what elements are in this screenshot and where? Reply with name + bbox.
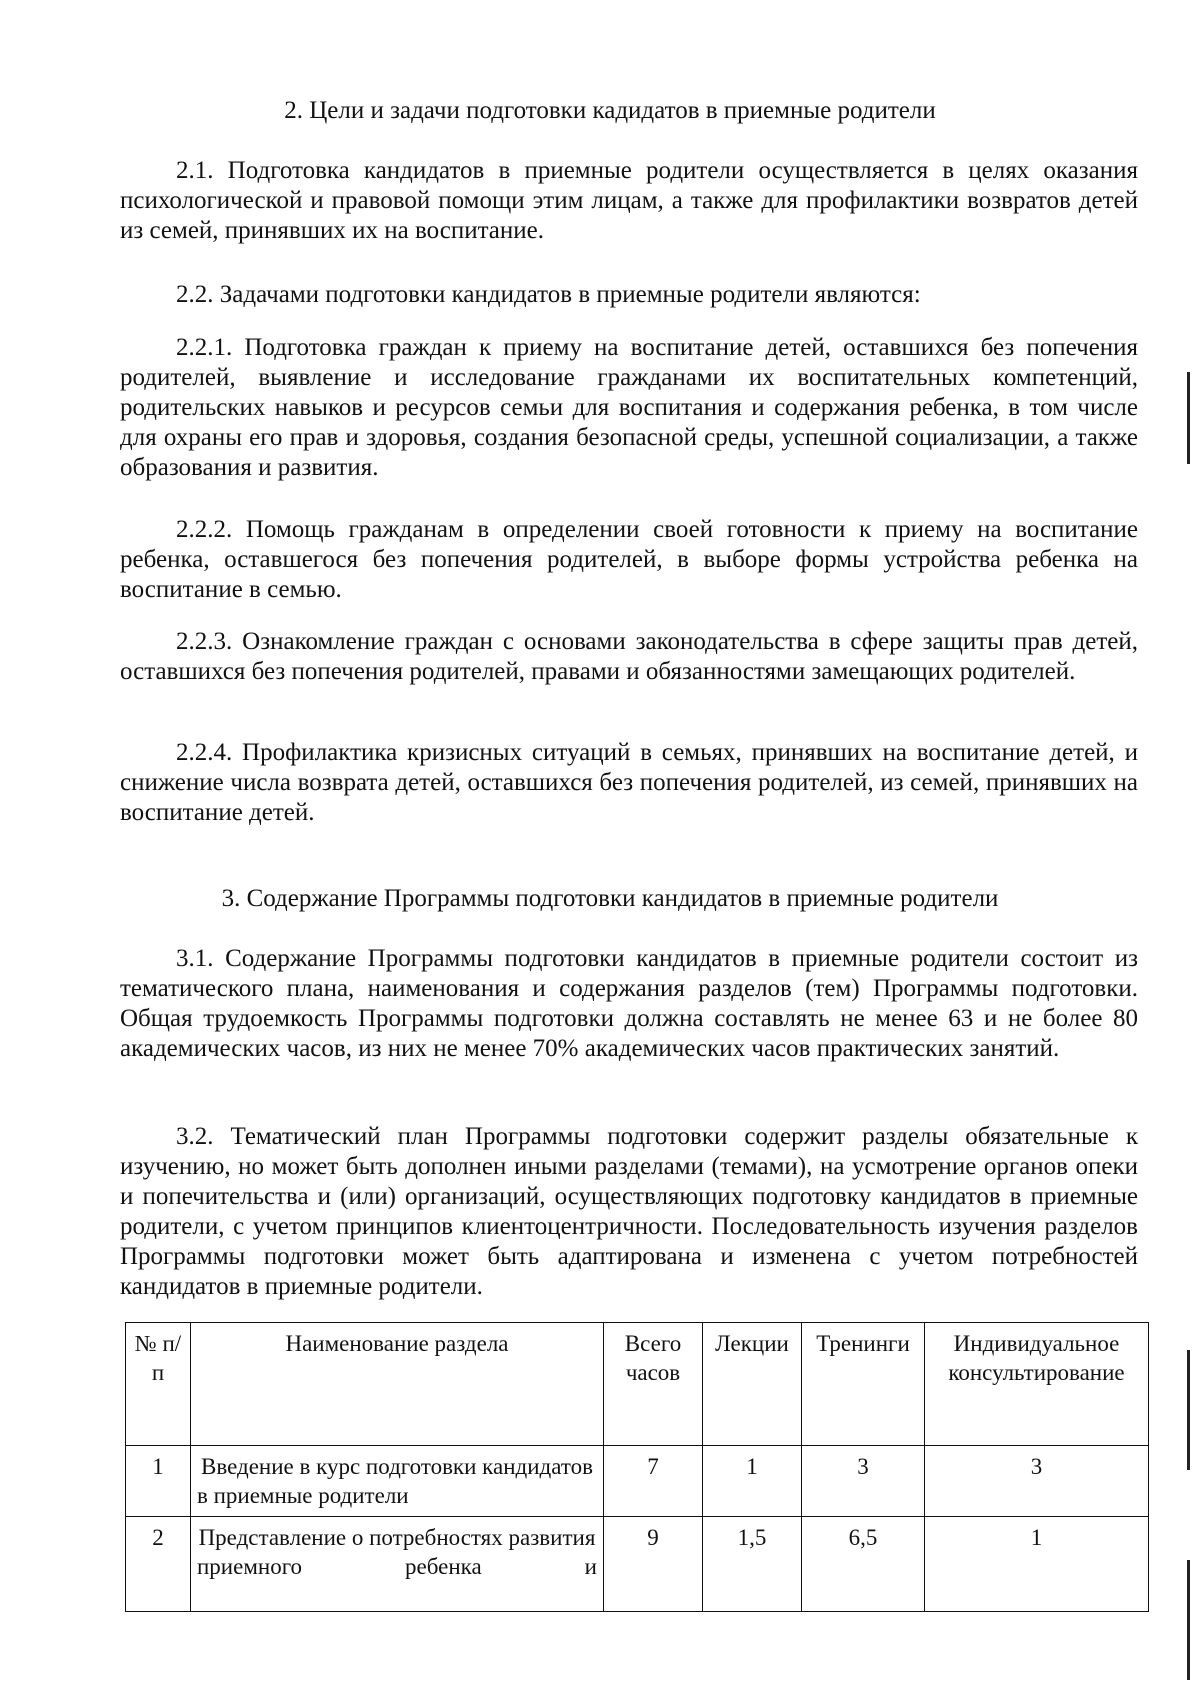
- paragraph-3-2: 3.2. Тематический план Программы подготовки содержит разделы обязательные к изучению, но может быть дополнен иными разделами (темами), на усмотрение органов опеки и попечительства и (или) организаций, осуществляющих подготовку кандидатов в приемные родители, с учетом принципов клиентоцентричности. Последовательность изучения разделов Программы подготовки может быть адаптирована и изменена с учетом потребностей кандидатов в приемные родители.: [120, 1123, 1138, 1300]
- row-trainings: 6,5: [802, 1517, 925, 1612]
- row-lectures: 1,5: [703, 1517, 802, 1612]
- paragraph-2-2-4: 2.2.4. Профилактика кризисных ситуаций в семьях, принявших на воспитание детей, и снижение числа возврата детей, оставшихся без попечения родителей, из семей, принявших на воспитание детей.: [120, 739, 1138, 826]
- header-num: № п/п: [126, 1323, 191, 1446]
- paragraph-2-2-3: 2.2.3. Ознакомление граждан с основами законодательства в сфере защиты прав детей, оставшихся без попечения родителей, правами и обязанностями замещающих родителей.: [120, 628, 1138, 685]
- table-row: [126, 1517, 1149, 1612]
- table-row: [126, 1446, 1149, 1517]
- header-lectures: Лекции: [703, 1323, 802, 1446]
- header-name: Наименование раздела: [191, 1323, 604, 1446]
- paragraph-2-2-1: 2.2.1. Подготовка граждан к приему на воспитание детей, оставшихся без попечения родителей, выявление и исследование гражданами их воспитательных компетенций, родительских навыков и ресурсов семьи для воспитания и содержания ребенка, в том числе для охраны его прав и здоровья, создания безопасной среды, успешной социализации, а также образования и развития.: [120, 334, 1138, 481]
- section-2-heading: 2. Цели и задачи подготовки кадидатов в приемные родители: [284, 97, 936, 124]
- paragraph-2-1: 2.1. Подготовка кандидатов в приемные родители осуществляется в целях оказания психологической и правовой помощи этим лицам, а также для профилактики возвратов детей из семей, принявших их на воспитание.: [120, 157, 1138, 244]
- row-total: 9: [604, 1517, 703, 1612]
- thematic-plan-table: [125, 1322, 1149, 1612]
- row-lectures: 1: [703, 1446, 802, 1517]
- section-3-heading: 3. Содержание Программы подготовки кандидатов в приемные родители: [221, 885, 999, 912]
- row-num: 2: [126, 1517, 191, 1612]
- row-individual: 3: [925, 1446, 1149, 1517]
- scan-edge-mark: [1187, 1560, 1190, 1680]
- scan-edge-mark: [1187, 372, 1190, 464]
- row-num: 1: [126, 1446, 191, 1517]
- paragraph-2-2: 2.2. Задачами подготовки кандидатов в приемные родители являются:: [176, 281, 921, 308]
- paragraph-3-1: 3.1. Содержание Программы подготовки кандидатов в приемные родители состоит из тематического плана, наименования и содержания разделов (тем) Программы подготовки. Общая трудоемкость Программы подготовки должна составлять не менее 63 и не более 80 академических часов, из них не менее 70% академических часов практических занятий.: [120, 945, 1138, 1062]
- paragraph-2-2-2: 2.2.2. Помощь гражданам в определении своей готовности к приему на воспитание ребенка, оставшегося без попечения родителей, в выборе формы устройства ребенка на воспитание в семью.: [120, 516, 1138, 603]
- header-individual: Индивидуальное консультирование: [925, 1323, 1149, 1446]
- row-individual: 1: [925, 1517, 1149, 1612]
- table-header-row: [126, 1323, 1149, 1446]
- row-trainings: 3: [802, 1446, 925, 1517]
- header-total: Всего часов: [604, 1323, 703, 1446]
- scan-edge-mark: [1187, 1350, 1190, 1470]
- row-total: 7: [604, 1446, 703, 1517]
- row-name: Введение в курс подготовки кандидатов в приемные родители: [191, 1446, 604, 1517]
- row-name: Представление о потребностях развития приемного ребенка и: [191, 1517, 604, 1612]
- header-trainings: Тренинги: [802, 1323, 925, 1446]
